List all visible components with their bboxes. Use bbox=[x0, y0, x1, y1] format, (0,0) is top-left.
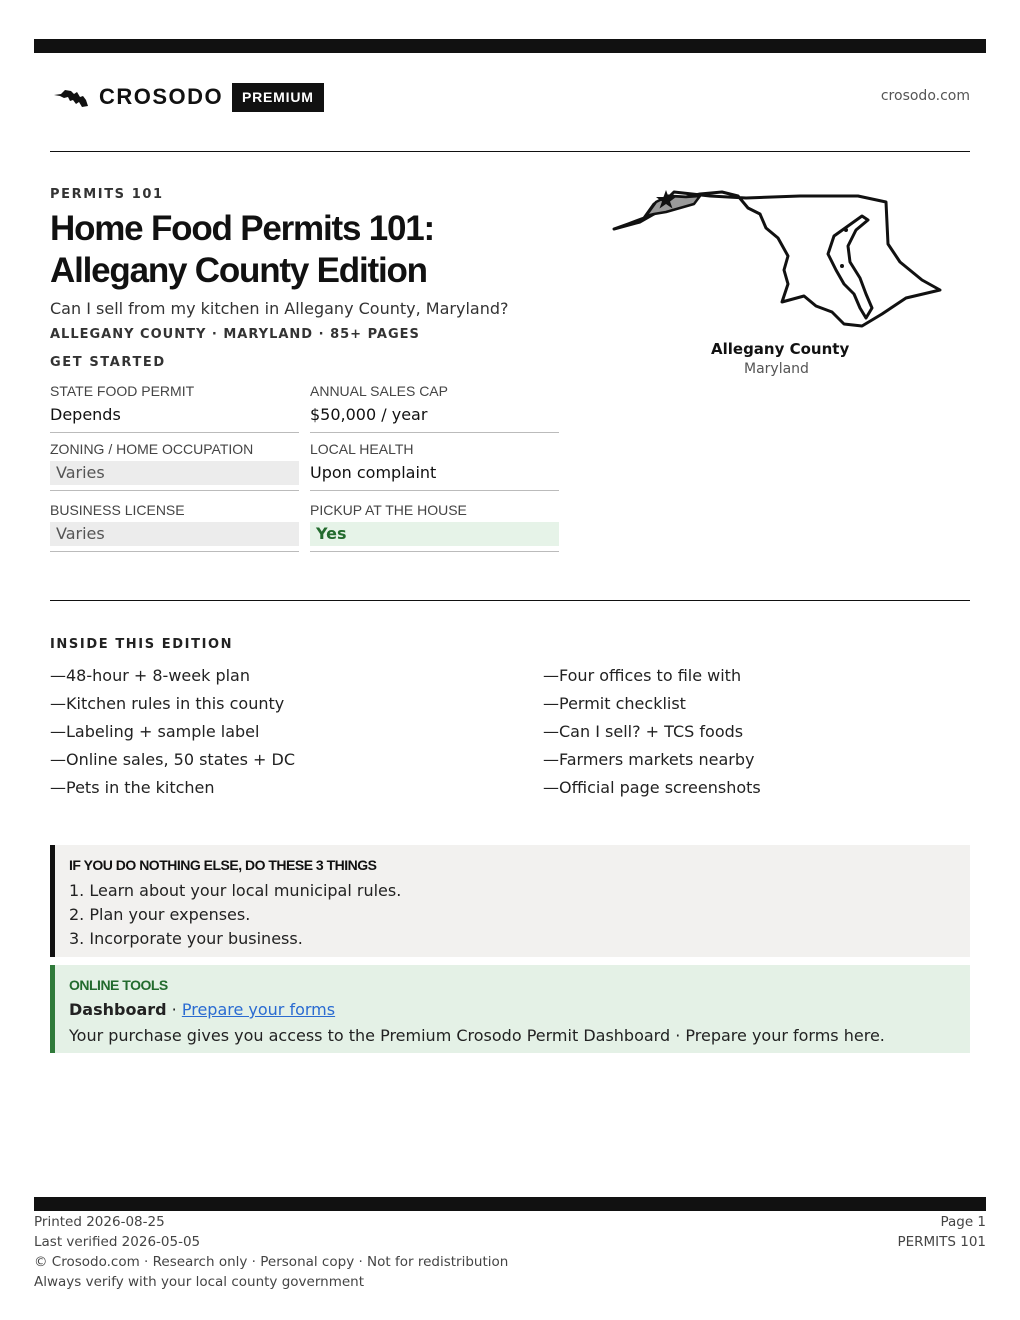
must-do-callout bbox=[50, 845, 970, 957]
toc-item: —Permit checklist bbox=[543, 694, 686, 713]
title-line-2: Allegany County Edition bbox=[50, 251, 427, 290]
fact-pickup bbox=[310, 501, 559, 552]
toc-item: —48-hour + 8-week plan bbox=[50, 666, 250, 685]
section-divider bbox=[50, 600, 970, 601]
fact-value: Yes bbox=[310, 522, 559, 546]
brand-name: CROSODO bbox=[99, 84, 224, 109]
map-county-label: Allegany County bbox=[711, 340, 850, 358]
fact-value: Upon complaint bbox=[310, 463, 437, 482]
edition-meta: ALLEGANY COUNTY · MARYLAND · 85+ PAGES bbox=[50, 327, 420, 342]
toc-column-right bbox=[543, 662, 983, 802]
footer-left bbox=[34, 1212, 508, 1292]
callout-list-item: 1. Learn about your local municipal rules. bbox=[69, 881, 402, 900]
fact-label: LOCAL HEALTH bbox=[310, 441, 414, 457]
toc-item: —Four offices to file with bbox=[543, 666, 742, 685]
get-started-label: GET STARTED bbox=[50, 355, 166, 370]
header-divider bbox=[50, 151, 970, 152]
dashboard-description: Your purchase gives you access to the Premium Crosodo Permit Dashboard · Prepare your forms here. bbox=[69, 1026, 885, 1045]
fact-annual-sales-cap bbox=[310, 382, 559, 433]
fact-divider bbox=[310, 432, 559, 433]
toc-item: —Farmers markets nearby bbox=[543, 750, 755, 769]
maryland-county-map bbox=[610, 186, 946, 331]
maryland-shape-icon bbox=[53, 86, 89, 108]
fact-value: Depends bbox=[50, 405, 121, 424]
fact-business-license bbox=[50, 501, 299, 552]
fact-divider bbox=[50, 551, 299, 552]
site-url-link[interactable]: crosodo.com bbox=[880, 88, 970, 104]
dashboard-line bbox=[69, 997, 956, 1023]
footer-right bbox=[897, 1212, 986, 1252]
toc-item: —Pets in the kitchen bbox=[50, 778, 215, 797]
prepare-forms-link[interactable]: Prepare your forms bbox=[181, 1000, 336, 1019]
toc-item: —Kitchen rules in this county bbox=[50, 694, 285, 713]
dashboard-label: Dashboard bbox=[69, 1000, 167, 1019]
page-title bbox=[50, 208, 590, 292]
verify-note: Always verify with your local county government bbox=[34, 1274, 364, 1290]
dashboard-separator: · bbox=[166, 1000, 182, 1019]
fact-divider bbox=[50, 490, 299, 491]
map-state-label: Maryland bbox=[744, 361, 809, 377]
brand-logo[interactable] bbox=[53, 84, 223, 110]
online-tools-callout bbox=[50, 965, 970, 1053]
fact-divider bbox=[310, 551, 559, 552]
page-header bbox=[50, 80, 970, 114]
bottom-rule-bar bbox=[34, 1197, 986, 1211]
fact-state-food-permit bbox=[50, 382, 299, 433]
fact-label: PICKUP AT THE HOUSE bbox=[310, 502, 467, 518]
page-number: Page 1 bbox=[940, 1214, 986, 1230]
copyright-notice: © Crosodo.com · Research only · Personal copy · Not for redistribution bbox=[34, 1254, 509, 1270]
fact-label: ZONING / HOME OCCUPATION bbox=[50, 441, 254, 457]
fact-value: Varies bbox=[50, 522, 299, 546]
callout-list-item: 3. Incorporate your business. bbox=[69, 929, 303, 948]
verified-date: Last verified 2026-05-05 bbox=[34, 1234, 201, 1250]
callout-title: IF YOU DO NOTHING ELSE, DO THESE 3 THINGS bbox=[69, 857, 377, 873]
fact-label: BUSINESS LICENSE bbox=[50, 502, 185, 518]
chesapeake-bay-shore bbox=[828, 216, 872, 318]
inside-edition-label: INSIDE THIS EDITION bbox=[50, 637, 234, 652]
top-rule-bar bbox=[34, 39, 986, 53]
toc-item: —Online sales, 50 states + DC bbox=[50, 750, 296, 769]
fact-divider bbox=[50, 432, 299, 433]
fact-label: ANNUAL SALES CAP bbox=[310, 383, 448, 399]
premium-badge: PREMIUM bbox=[232, 83, 324, 112]
eyebrow-label: PERMITS 101 bbox=[50, 187, 164, 202]
callout-title: ONLINE TOOLS bbox=[69, 977, 168, 993]
fact-local-health bbox=[310, 440, 559, 491]
toc-item: —Can I sell? + TCS foods bbox=[543, 722, 744, 741]
toc-item: —Labeling + sample label bbox=[50, 722, 260, 741]
callout-list-item: 2. Plan your expenses. bbox=[69, 905, 251, 924]
fact-value: $50,000 / year bbox=[310, 405, 428, 424]
toc-column-left bbox=[50, 662, 490, 802]
fact-value: Varies bbox=[50, 461, 299, 485]
printed-date: Printed 2026-08-25 bbox=[34, 1214, 165, 1230]
fact-zoning bbox=[50, 440, 299, 491]
toc-item: —Official page screenshots bbox=[543, 778, 761, 797]
fact-label: STATE FOOD PERMIT bbox=[50, 383, 195, 399]
page-subtitle: Can I sell from my kitchen in Allegany County, Maryland? bbox=[50, 299, 509, 318]
footer-section: PERMITS 101 bbox=[897, 1234, 986, 1250]
fact-divider bbox=[310, 490, 559, 491]
title-line-1: Home Food Permits 101: bbox=[50, 209, 434, 248]
